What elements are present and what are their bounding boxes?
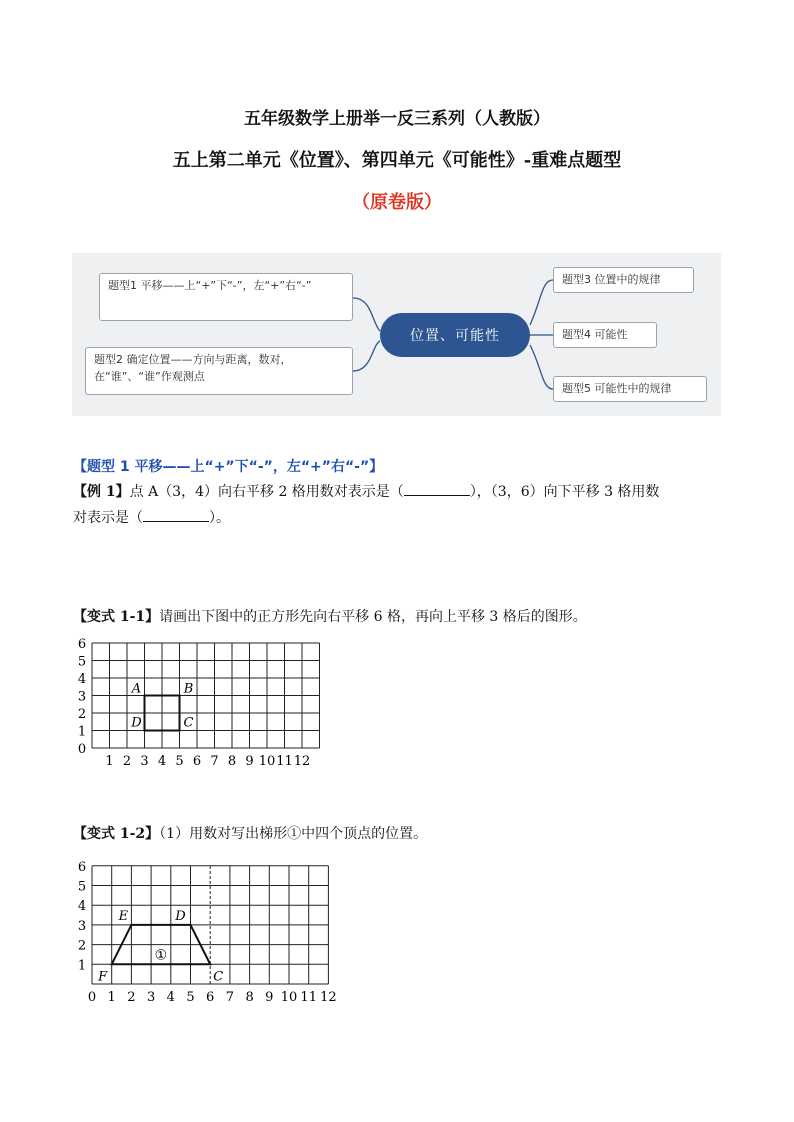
grid-2-y-tick: 6 (77, 860, 87, 875)
grid-1-x-tick: 8 (227, 754, 237, 769)
node-type5: 题型5 可能性中的规律 (553, 376, 707, 402)
grid-2 (76, 860, 346, 1010)
node-type1: 题型1 平移——上“+”下“-”，左“+”右“-” (99, 273, 353, 321)
grid-1-point-label: B (183, 681, 194, 697)
grid-1-x-tick: 12 (293, 754, 311, 769)
grid-1-y-tick: 0 (77, 742, 87, 757)
grid-1-x-tick: 2 (122, 754, 132, 769)
grid-1-x-tick: 1 (105, 754, 114, 769)
example-1-tag: 【例 1】 (73, 484, 130, 500)
node-center: 位置、可能性 (380, 313, 530, 357)
grid-1-x-tick: 11 (276, 754, 293, 769)
grid-2-y-tick: 1 (77, 958, 87, 974)
grid-2-x-tick: 4 (166, 990, 175, 1005)
grid-1-x-tick: 7 (210, 754, 219, 769)
grid-1-point-label: A (131, 681, 142, 697)
mind-map (72, 253, 721, 416)
grid-2-point-label: E (118, 908, 129, 924)
grid-2-x-tick: 2 (127, 990, 136, 1005)
grid-1-x-tick: 10 (258, 754, 276, 769)
grid-1-point-label: C (183, 715, 194, 731)
grid-2-x-tick: 0 (87, 990, 97, 1005)
node-type4: 题型4 可能性 (553, 322, 657, 348)
grid-1-x-tick: 9 (245, 754, 254, 769)
grid-2-x-tick: 10 (280, 990, 298, 1005)
grid-2-x-tick: 7 (225, 990, 235, 1005)
answer-blank-1[interactable] (404, 481, 470, 496)
grid-1-x-tick: 6 (192, 754, 202, 769)
grid-2-x-tick: 11 (300, 990, 317, 1005)
example-1-text-d: ）。 (209, 510, 230, 526)
example-1-text-a: 点 A（3，4）向右平移 2 格用数对表示是（ (129, 484, 404, 500)
example-1-text-c: 对表示是（ (73, 510, 143, 526)
example-1 (73, 479, 733, 531)
variant-1-1-text: 请画出下图中的正方形先向右平移 6 格，再向上平移 3 格后的图形。 (159, 609, 587, 625)
doc-title: 五年级数学上册举一反三系列（人教版） (244, 109, 550, 129)
answer-blank-2[interactable] (143, 507, 209, 522)
doc-version: （原卷版） (352, 192, 442, 213)
grid-1-y-tick: 4 (77, 672, 87, 687)
grid-1-x-tick: 3 (140, 754, 149, 769)
doc-subtitle: 五上第二单元《位置》、第四单元《可能性》-重难点题型 (172, 150, 622, 171)
grid-2-x-tick: 3 (146, 990, 156, 1005)
grid-1-x-tick: 4 (157, 754, 167, 769)
variant-1-1 (73, 604, 587, 630)
node-type2: 题型2 确定位置——方向与距离，数对，在“谁”、“谁”作观测点 (85, 347, 353, 395)
grid-2-x-tick: 9 (265, 990, 274, 1005)
grid-2-y-tick: 3 (77, 918, 87, 934)
grid-1-y-tick: 1 (77, 724, 87, 740)
grid-1-y-tick: 5 (77, 654, 87, 670)
variant-1-2-text: （1）用数对写出梯形①中四个顶点的位置。 (159, 826, 428, 842)
example-1-text-b: ），（3，6）向下平移 3 格用数 (469, 484, 660, 500)
grid-2-point-label: D (175, 908, 186, 924)
grid-2-point-label: F (98, 969, 108, 985)
variant-1-2-tag: 【变式 1-2】 (73, 826, 160, 842)
grid-2-x-tick: 5 (186, 990, 195, 1005)
variant-1-1-tag: 【变式 1-1】 (73, 609, 160, 625)
grid-2-point-label: C (213, 969, 224, 985)
node-type3: 题型3 位置中的规律 (553, 267, 694, 293)
grid-2-x-tick: 1 (107, 990, 116, 1005)
section-heading-type1: 【题型 1 平移——上“+”下“-”，左“+”右“-”】 (73, 459, 384, 475)
grid-1 (76, 638, 326, 770)
grid-2-x-tick: 12 (320, 990, 337, 1005)
grid-2-y-tick: 4 (77, 899, 87, 915)
variant-1-2 (73, 821, 427, 847)
grid-1-y-tick: 6 (77, 638, 87, 652)
grid-1-y-tick: 3 (77, 689, 87, 705)
grid-1-point-label: D (131, 715, 142, 731)
grid-2-shape-label: ① (154, 947, 168, 964)
grid-2-x-tick: 8 (245, 990, 254, 1005)
grid-2-y-tick: 5 (77, 879, 87, 895)
grid-1-y-tick: 2 (77, 707, 87, 722)
grid-1-x-tick: 5 (175, 754, 184, 769)
grid-2-x-tick: 6 (206, 990, 215, 1005)
grid-2-y-tick: 2 (77, 938, 87, 954)
